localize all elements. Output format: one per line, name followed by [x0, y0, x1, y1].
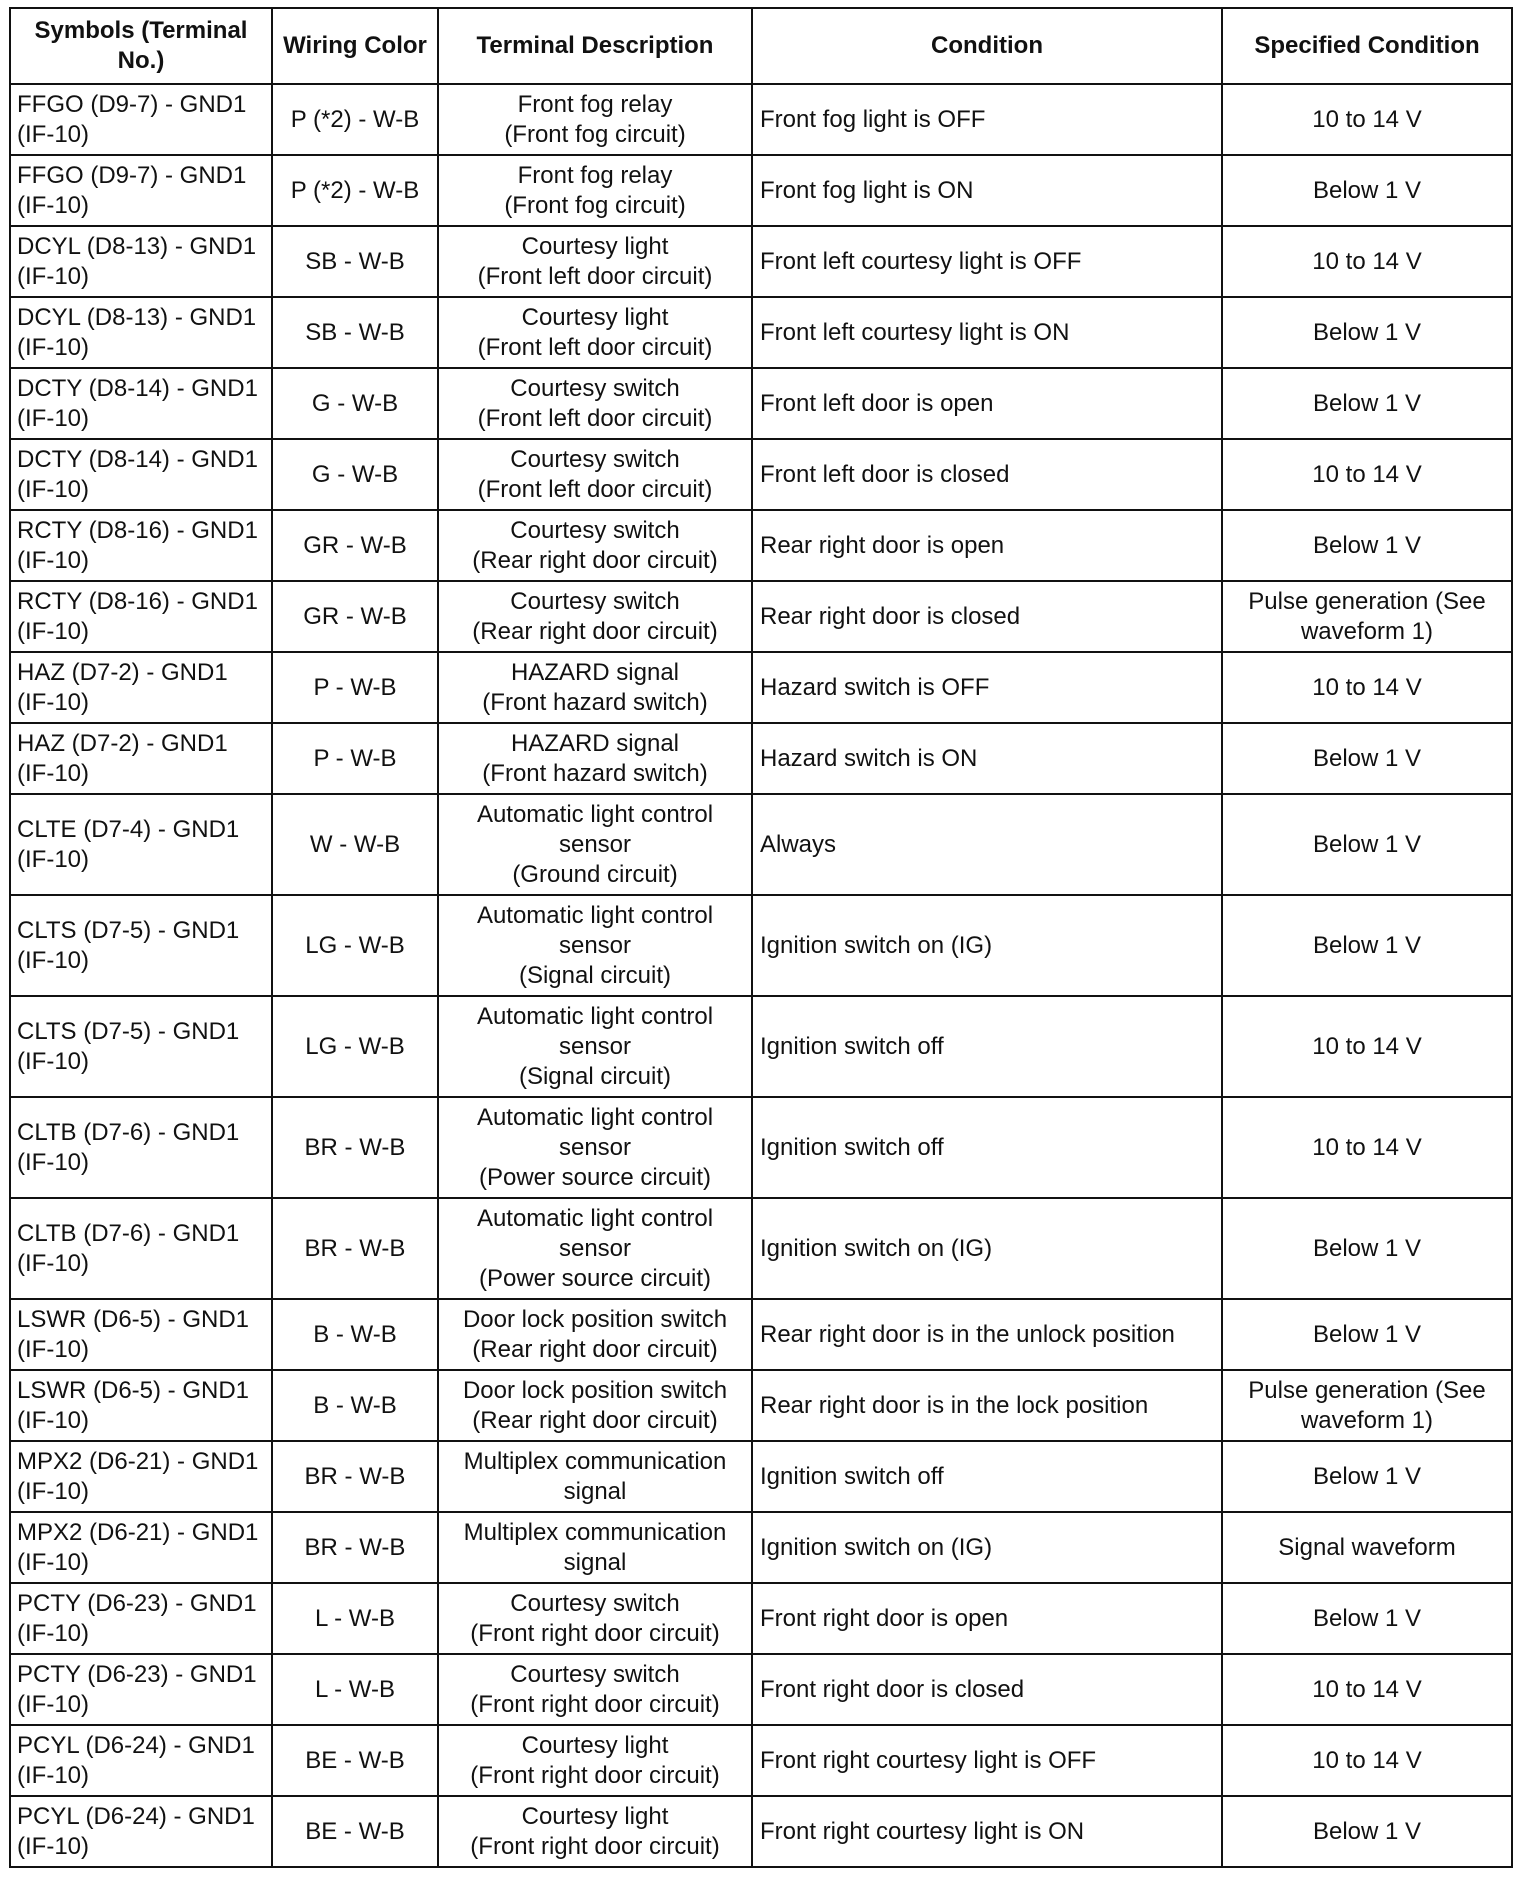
- table-row: [10, 1796, 1512, 1867]
- description-line: Courtesy light: [521, 232, 669, 260]
- description-line: (Front right door circuit): [470, 1761, 720, 1789]
- description-line: (Front fog circuit): [504, 191, 686, 219]
- condition-cell: Always: [752, 794, 1222, 895]
- table-row: [10, 1198, 1512, 1299]
- terminal-description-cell: [438, 84, 752, 155]
- terminal-description-cell: [438, 1097, 752, 1198]
- condition-cell: Front right door is closed: [752, 1654, 1222, 1725]
- wiring-color-cell: SB - W-B: [272, 226, 438, 297]
- table-row: [10, 84, 1512, 155]
- symbol-cell: CLTB (D7-6) - GND1 (IF-10): [10, 1198, 272, 1299]
- description-line: Front fog relay: [517, 90, 673, 118]
- condition-cell: Front right courtesy light is ON: [752, 1796, 1222, 1867]
- specified-condition-cell: Pulse generation (See waveform 1): [1222, 581, 1512, 652]
- wiring-color-cell: G - W-B: [272, 368, 438, 439]
- wiring-color-cell: GR - W-B: [272, 510, 438, 581]
- symbol-cell: CLTS (D7-5) - GND1 (IF-10): [10, 996, 272, 1097]
- description-line: (Front right door circuit): [470, 1690, 720, 1718]
- symbol-cell: PCTY (D6-23) - GND1 (IF-10): [10, 1654, 272, 1725]
- wiring-color-cell: G - W-B: [272, 439, 438, 510]
- wiring-color-cell: BR - W-B: [272, 1097, 438, 1198]
- wiring-color-cell: LG - W-B: [272, 895, 438, 996]
- description-line: Courtesy switch: [510, 445, 680, 473]
- wiring-color-cell: BE - W-B: [272, 1796, 438, 1867]
- terminal-description-cell: [438, 794, 752, 895]
- table-row: [10, 439, 1512, 510]
- specified-condition-cell: Below 1 V: [1222, 368, 1512, 439]
- description-line: (Signal circuit): [518, 961, 672, 989]
- terminal-description-cell: [438, 439, 752, 510]
- description-line: (Power source circuit): [478, 1163, 712, 1191]
- description-line: Door lock position switch: [462, 1376, 728, 1404]
- condition-cell: Ignition switch off: [752, 996, 1222, 1097]
- specified-condition-cell: 10 to 14 V: [1222, 439, 1512, 510]
- condition-cell: Front fog light is ON: [752, 155, 1222, 226]
- description-line: Door lock position switch: [462, 1305, 728, 1333]
- wiring-color-cell: B - W-B: [272, 1299, 438, 1370]
- wiring-color-cell: L - W-B: [272, 1654, 438, 1725]
- terminal-table-container: [9, 7, 1513, 1868]
- symbol-cell: CLTB (D7-6) - GND1 (IF-10): [10, 1097, 272, 1198]
- condition-cell: Front fog light is OFF: [752, 84, 1222, 155]
- table-row: [10, 368, 1512, 439]
- table-row: [10, 1299, 1512, 1370]
- description-line: Automatic light control: [476, 901, 714, 929]
- specified-condition-cell: Below 1 V: [1222, 895, 1512, 996]
- description-line: (Front hazard switch): [482, 759, 708, 787]
- specified-condition-cell: Below 1 V: [1222, 794, 1512, 895]
- symbol-cell: RCTY (D8-16) - GND1 (IF-10): [10, 581, 272, 652]
- description-line: signal: [563, 1477, 627, 1505]
- symbol-cell: DCTY (D8-14) - GND1 (IF-10): [10, 368, 272, 439]
- terminal-description-cell: [438, 1299, 752, 1370]
- terminal-description-cell: [438, 581, 752, 652]
- condition-cell: Front left courtesy light is ON: [752, 297, 1222, 368]
- table-row: [10, 996, 1512, 1097]
- header-wiring-color: Wiring Color: [272, 8, 438, 84]
- terminal-description-cell: [438, 510, 752, 581]
- table-header-row: [10, 8, 1512, 84]
- symbol-cell: DCYL (D8-13) - GND1 (IF-10): [10, 297, 272, 368]
- table-row: [10, 723, 1512, 794]
- wiring-color-cell: BR - W-B: [272, 1441, 438, 1512]
- condition-cell: Ignition switch on (IG): [752, 1512, 1222, 1583]
- description-line: Multiplex communication: [463, 1518, 727, 1546]
- symbol-cell: HAZ (D7-2) - GND1 (IF-10): [10, 652, 272, 723]
- description-line: sensor: [558, 1032, 632, 1060]
- description-line: signal: [563, 1548, 627, 1576]
- wiring-color-cell: SB - W-B: [272, 297, 438, 368]
- condition-cell: Front left door is open: [752, 368, 1222, 439]
- table-row: [10, 155, 1512, 226]
- table-row: [10, 895, 1512, 996]
- wiring-color-cell: P - W-B: [272, 652, 438, 723]
- terminal-description-cell: [438, 1441, 752, 1512]
- description-line: HAZARD signal: [510, 729, 680, 757]
- condition-cell: Hazard switch is ON: [752, 723, 1222, 794]
- terminal-description-cell: [438, 723, 752, 794]
- condition-cell: Rear right door is closed: [752, 581, 1222, 652]
- table-row: [10, 1725, 1512, 1796]
- symbol-cell: MPX2 (D6-21) - GND1 (IF-10): [10, 1512, 272, 1583]
- description-line: (Front left door circuit): [477, 475, 713, 503]
- specified-condition-cell: 10 to 14 V: [1222, 1097, 1512, 1198]
- condition-cell: Rear right door is in the unlock position: [752, 1299, 1222, 1370]
- terminal-description-cell: [438, 1725, 752, 1796]
- condition-cell: Ignition switch on (IG): [752, 895, 1222, 996]
- wiring-color-cell: W - W-B: [272, 794, 438, 895]
- wiring-color-cell: BR - W-B: [272, 1198, 438, 1299]
- header-terminal-description: Terminal Description: [438, 8, 752, 84]
- description-line: Courtesy light: [521, 303, 669, 331]
- specified-condition-cell: 10 to 14 V: [1222, 996, 1512, 1097]
- description-line: Courtesy light: [521, 1802, 669, 1830]
- description-line: Front fog relay: [517, 161, 673, 189]
- specified-condition-cell: Below 1 V: [1222, 1583, 1512, 1654]
- terminal-description-cell: [438, 297, 752, 368]
- table-row: [10, 1370, 1512, 1441]
- table-row: [10, 510, 1512, 581]
- specified-condition-cell: Below 1 V: [1222, 1441, 1512, 1512]
- description-line: (Front right door circuit): [470, 1619, 720, 1647]
- description-line: HAZARD signal: [510, 658, 680, 686]
- wiring-color-cell: BE - W-B: [272, 1725, 438, 1796]
- table-row: [10, 1512, 1512, 1583]
- description-line: (Front left door circuit): [477, 262, 713, 290]
- table-row: [10, 297, 1512, 368]
- description-line: Courtesy switch: [510, 587, 680, 615]
- description-line: (Front fog circuit): [504, 120, 686, 148]
- specified-condition-cell: 10 to 14 V: [1222, 1654, 1512, 1725]
- symbol-cell: FFGO (D9-7) - GND1 (IF-10): [10, 155, 272, 226]
- symbol-cell: CLTE (D7-4) - GND1 (IF-10): [10, 794, 272, 895]
- specified-condition-cell: 10 to 14 V: [1222, 226, 1512, 297]
- wiring-color-cell: GR - W-B: [272, 581, 438, 652]
- symbol-cell: LSWR (D6-5) - GND1 (IF-10): [10, 1370, 272, 1441]
- wiring-color-cell: P (*2) - W-B: [272, 84, 438, 155]
- terminal-description-cell: [438, 1583, 752, 1654]
- symbol-cell: DCYL (D8-13) - GND1 (IF-10): [10, 226, 272, 297]
- condition-cell: Rear right door is in the lock position: [752, 1370, 1222, 1441]
- description-line: Courtesy switch: [510, 1589, 680, 1617]
- condition-cell: Front right door is open: [752, 1583, 1222, 1654]
- condition-cell: Ignition switch off: [752, 1441, 1222, 1512]
- specified-condition-cell: Below 1 V: [1222, 155, 1512, 226]
- description-line: Courtesy switch: [510, 516, 680, 544]
- wiring-color-cell: B - W-B: [272, 1370, 438, 1441]
- description-line: Automatic light control: [476, 1103, 714, 1131]
- specified-condition-cell: Below 1 V: [1222, 723, 1512, 794]
- condition-cell: Front left door is closed: [752, 439, 1222, 510]
- wiring-color-cell: L - W-B: [272, 1583, 438, 1654]
- symbol-cell: DCTY (D8-14) - GND1 (IF-10): [10, 439, 272, 510]
- description-line: (Power source circuit): [478, 1264, 712, 1292]
- table-row: [10, 794, 1512, 895]
- description-line: (Front hazard switch): [482, 688, 708, 716]
- table-row: [10, 652, 1512, 723]
- description-line: (Front left door circuit): [477, 333, 713, 361]
- specified-condition-cell: 10 to 14 V: [1222, 84, 1512, 155]
- description-line: Automatic light control: [476, 1204, 714, 1232]
- description-line: (Rear right door circuit): [472, 1335, 718, 1363]
- description-line: Automatic light control: [476, 1002, 714, 1030]
- terminal-description-cell: [438, 1370, 752, 1441]
- header-condition: Condition: [752, 8, 1222, 84]
- description-line: Courtesy switch: [510, 1660, 680, 1688]
- description-line: sensor: [558, 1133, 632, 1161]
- specified-condition-cell: Below 1 V: [1222, 1299, 1512, 1370]
- description-line: Courtesy light: [521, 1731, 669, 1759]
- wiring-color-cell: P - W-B: [272, 723, 438, 794]
- description-line: (Ground circuit): [512, 860, 678, 888]
- condition-cell: Ignition switch off: [752, 1097, 1222, 1198]
- specified-condition-cell: Below 1 V: [1222, 510, 1512, 581]
- terminal-description-cell: [438, 1512, 752, 1583]
- table-row: [10, 1097, 1512, 1198]
- terminal-description-cell: [438, 155, 752, 226]
- wiring-color-cell: LG - W-B: [272, 996, 438, 1097]
- symbol-cell: LSWR (D6-5) - GND1 (IF-10): [10, 1299, 272, 1370]
- specified-condition-cell: Signal waveform: [1222, 1512, 1512, 1583]
- terminal-description-cell: [438, 226, 752, 297]
- table-row: [10, 226, 1512, 297]
- table-body: [10, 84, 1512, 1867]
- symbol-cell: PCTY (D6-23) - GND1 (IF-10): [10, 1583, 272, 1654]
- terminal-description-cell: [438, 895, 752, 996]
- symbol-cell: HAZ (D7-2) - GND1 (IF-10): [10, 723, 272, 794]
- description-line: (Front right door circuit): [470, 1832, 720, 1860]
- table-row: [10, 1441, 1512, 1512]
- terminal-description-cell: [438, 652, 752, 723]
- symbol-cell: MPX2 (D6-21) - GND1 (IF-10): [10, 1441, 272, 1512]
- description-line: (Signal circuit): [518, 1062, 672, 1090]
- specified-condition-cell: Below 1 V: [1222, 1198, 1512, 1299]
- symbol-cell: CLTS (D7-5) - GND1 (IF-10): [10, 895, 272, 996]
- description-line: Courtesy switch: [510, 374, 680, 402]
- description-line: sensor: [558, 931, 632, 959]
- description-line: sensor: [558, 1234, 632, 1262]
- description-line: (Rear right door circuit): [472, 617, 718, 645]
- symbol-cell: RCTY (D8-16) - GND1 (IF-10): [10, 510, 272, 581]
- terminal-check-table: [9, 7, 1513, 1868]
- table-row: [10, 581, 1512, 652]
- terminal-description-cell: [438, 996, 752, 1097]
- specified-condition-cell: Below 1 V: [1222, 1796, 1512, 1867]
- condition-cell: Ignition switch on (IG): [752, 1198, 1222, 1299]
- description-line: (Rear right door circuit): [472, 546, 718, 574]
- condition-cell: Hazard switch is OFF: [752, 652, 1222, 723]
- terminal-description-cell: [438, 368, 752, 439]
- header-specified-condition: Specified Condition: [1222, 8, 1512, 84]
- symbol-cell: PCYL (D6-24) - GND1 (IF-10): [10, 1725, 272, 1796]
- description-line: Automatic light control: [476, 800, 714, 828]
- terminal-description-cell: [438, 1796, 752, 1867]
- description-line: Multiplex communication: [463, 1447, 727, 1475]
- specified-condition-cell: Pulse generation (See waveform 1): [1222, 1370, 1512, 1441]
- specified-condition-cell: 10 to 14 V: [1222, 652, 1512, 723]
- condition-cell: Front left courtesy light is OFF: [752, 226, 1222, 297]
- description-line: (Front left door circuit): [477, 404, 713, 432]
- symbol-cell: FFGO (D9-7) - GND1 (IF-10): [10, 84, 272, 155]
- description-line: sensor: [558, 830, 632, 858]
- description-line: (Rear right door circuit): [472, 1406, 718, 1434]
- table-row: [10, 1583, 1512, 1654]
- specified-condition-cell: 10 to 14 V: [1222, 1725, 1512, 1796]
- header-symbols: Symbols (Terminal No.): [10, 8, 272, 84]
- wiring-color-cell: BR - W-B: [272, 1512, 438, 1583]
- wiring-color-cell: P (*2) - W-B: [272, 155, 438, 226]
- condition-cell: Rear right door is open: [752, 510, 1222, 581]
- specified-condition-cell: Below 1 V: [1222, 297, 1512, 368]
- table-row: [10, 1654, 1512, 1725]
- terminal-description-cell: [438, 1654, 752, 1725]
- symbol-cell: PCYL (D6-24) - GND1 (IF-10): [10, 1796, 272, 1867]
- terminal-description-cell: [438, 1198, 752, 1299]
- condition-cell: Front right courtesy light is OFF: [752, 1725, 1222, 1796]
